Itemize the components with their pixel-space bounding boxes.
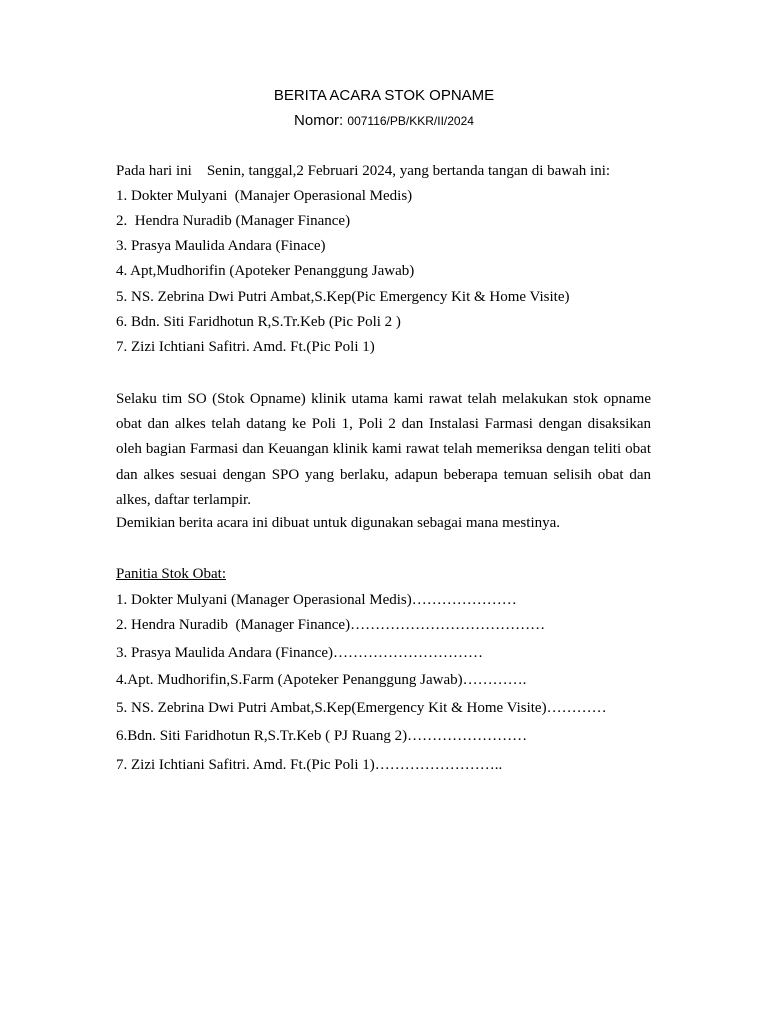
document-number-value: 007116/PB/KKR/II/2024 (347, 114, 474, 128)
signatory-item: 1. Dokter Mulyani (Manajer Operasional Medis) (116, 188, 413, 204)
signatory-item: 6. Bdn. Siti Faridhotun R,S.Tr.Keb (Pic Poli 2 ) (116, 314, 401, 330)
closing-statement: Demikian berita acara ini dibuat untuk digunakan sebagai mana mestinya. (116, 515, 561, 531)
document-number (0, 111, 768, 131)
committee-item: 1. Dokter Mulyani (Manager Operasional Medis)………………… (116, 592, 517, 608)
body-paragraph: Selaku tim SO (Stok Opname) klinik utama kami rawat telah melakukan stok opname obat dan alkes telah datang ke Poli 1, Poli 2 dan Instalasi Farmasi dengan disaksikan oleh bagian Farmasi dan Keuangan klinik kami rawat telah memeriksa dengan teliti obat dan alkes sesuai dengan SPO yang berlaku, adapun beberapa temuan selisih obat dan alkes, daftar terlampir. (116, 391, 651, 508)
committee-item: 5. NS. Zebrina Dwi Putri Ambat,S.Kep(Emergency Kit & Home Visite)………… (116, 700, 607, 716)
committee-item: 3. Prasya Maulida Andara (Finance)………………………… (116, 645, 484, 661)
committee-item: 6.Bdn. Siti Faridhotun R,S.Tr.Keb ( PJ Ruang 2)…………………… (116, 728, 528, 744)
document-number-label: Nomor: (294, 112, 344, 129)
signatory-item: 2. Hendra Nuradib (Manager Finance) (116, 213, 351, 229)
signatory-item: 3. Prasya Maulida Andara (Finace) (116, 238, 326, 254)
committee-heading: Panitia Stok Obat: (116, 566, 226, 582)
opening-statement: Pada hari ini Senin, tanggal,2 Februari 2024, yang bertanda tangan di bawah ini: (116, 163, 611, 179)
signatory-item: 5. NS. Zebrina Dwi Putri Ambat,S.Kep(Pic Emergency Kit & Home Visite) (116, 289, 570, 305)
signatory-item: 7. Zizi Ichtiani Safitri. Amd. Ft.(Pic Poli 1) (116, 339, 375, 355)
committee-item: 4.Apt. Mudhorifin,S.Farm (Apoteker Penanggung Jawab)…………. (116, 672, 527, 688)
committee-item: 2. Hendra Nuradib (Manager Finance)………………………………… (116, 617, 546, 633)
committee-item: 7. Zizi Ichtiani Safitri. Amd. Ft.(Pic Poli 1)…………………….. (116, 757, 503, 773)
signatory-item: 4. Apt,Mudhorifin (Apoteker Penanggung Jawab) (116, 263, 415, 279)
document-title: BERITA ACARA STOK OPNAME (273, 87, 495, 104)
